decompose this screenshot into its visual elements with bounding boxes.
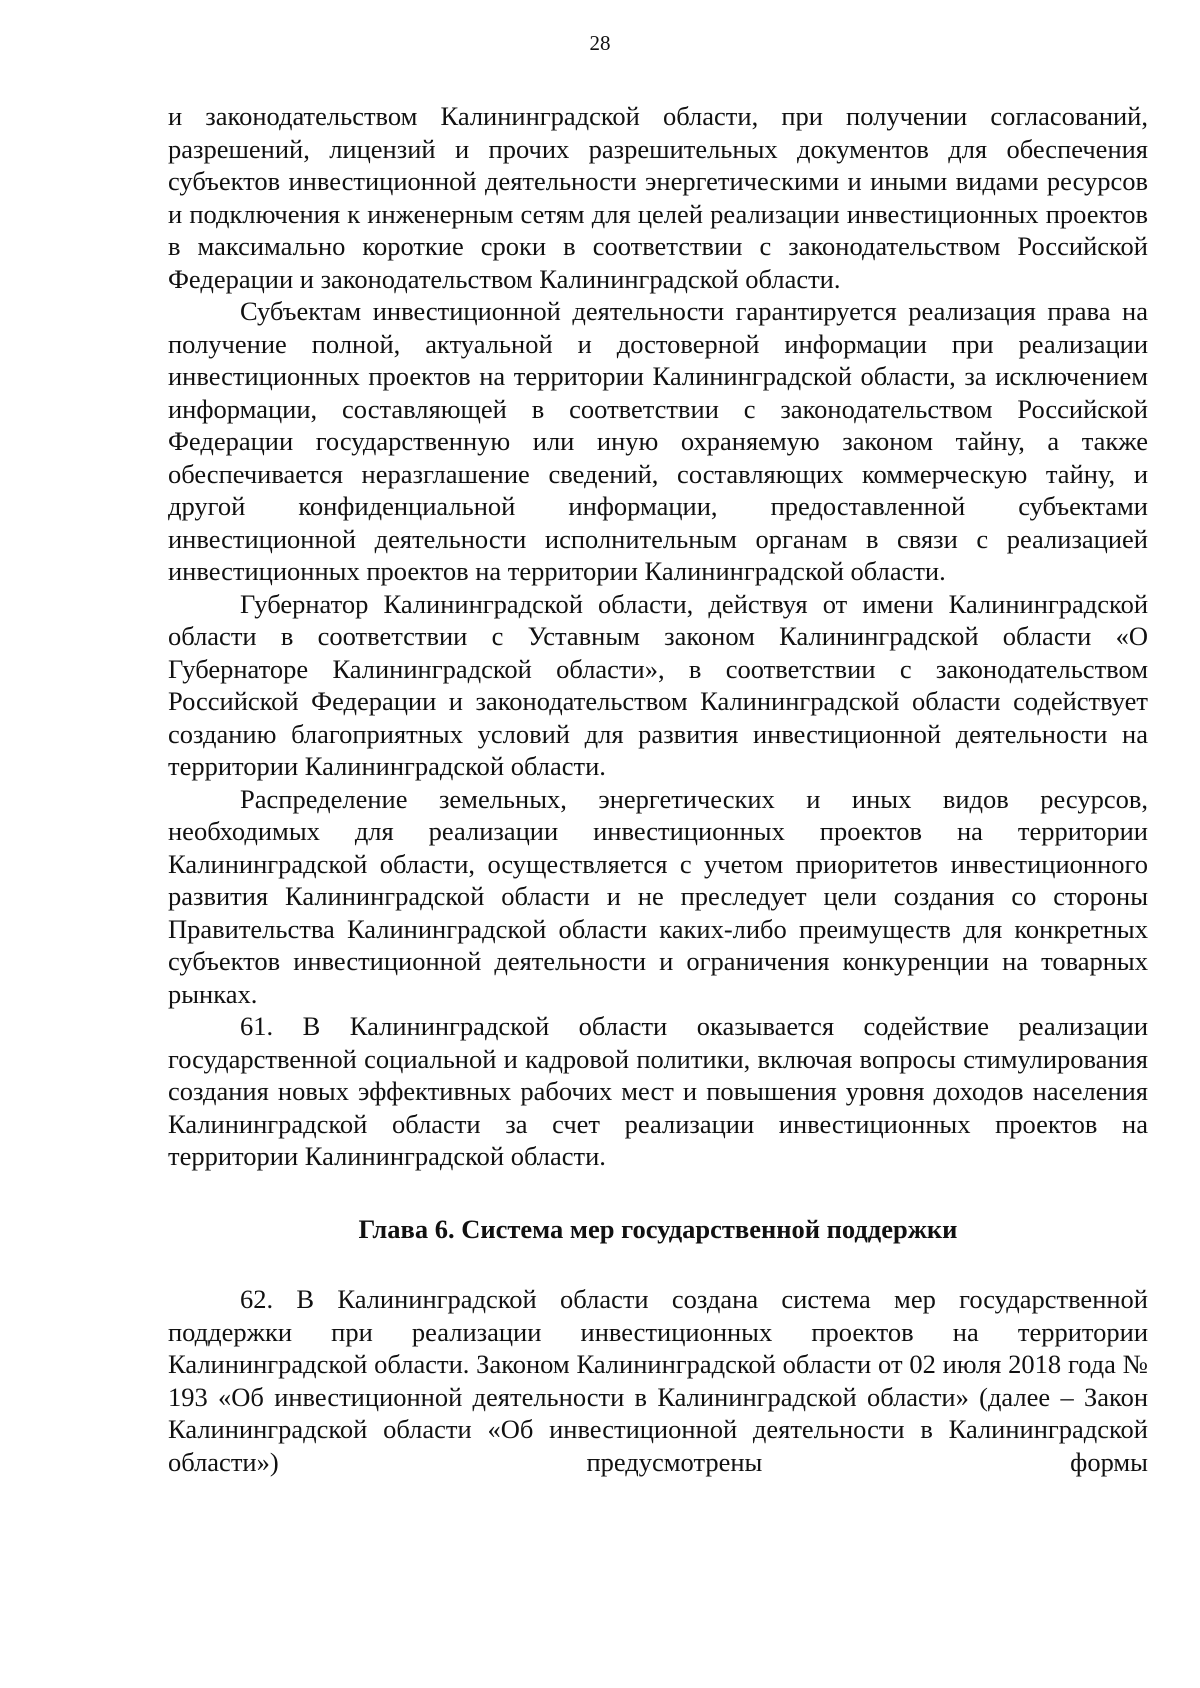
paragraph-62: 62. В Калининградской области создана система мер государственной поддержки при реализации инвестиционных проектов на территории Калининградской области. Законом Калининградской области от 02 июля 2018 года № 193 «Об инвестиционной деятельности в Калининградской области» (далее – Закон Калининградской области «Об инвестиционной деятельности в Калининградской области») предусмотрены формы <box>168 1284 1148 1477</box>
page-number: 28 <box>589 31 611 55</box>
document-body <box>168 100 1148 1478</box>
paragraph-61: 61. В Калининградской области оказывается содействие реализации государственной социальной и кадровой политики, включая вопросы стимулирования создания новых эффективных рабочих мест и повышения уровня доходов населения Калининградской области за счет реализации инвестиционных проектов на территории Калининградской области. <box>168 1011 1148 1171</box>
paragraph-continuation: и законодательством Калининградской области, при получении согласований, разрешений, лицензий и прочих разрешительных документов для обеспечения субъектов инвестиционной деятельности энергетическими и иными видами ресурсов и подключения к инженерным сетям для целей реализации инвестиционных проектов в максимально короткие сроки в соответствии с законодательством Российской Федерации и законодательством Калининградской области. <box>168 101 1148 294</box>
paragraph-investor-information-rights: Субъектам инвестиционной деятельности гарантируется реализация права на получение полной, актуальной и достоверной информации при реализации инвестиционных проектов на территории Калининградской области, за исключением информации, составляющей в соответствии с законодательством Российской Федерации государственную или иную охраняемую законом тайну, а также обеспечивается неразглашение сведений, составляющих коммерческую тайну, и другой конфиденциальной информации, предоставленной субъектами инвестиционной деятельности исполнительным органам в связи с реализацией инвестиционных проектов на территории Калининградской области. <box>168 296 1148 586</box>
chapter-heading: Глава 6. Система мер государственной поддержки <box>358 1213 958 1244</box>
paragraph-resource-distribution: Распределение земельных, энергетических и иных видов ресурсов, необходимых для реализации инвестиционных проектов на территории Калининградской области, осуществляется с учетом приоритетов инвестиционного развития Калининградской области и не преследует цели создания со стороны Правительства Калининградской области каких-либо преимуществ для конкретных субъектов инвестиционной деятельности и ограничения конкуренции на товарных рынках. <box>168 783 1148 1009</box>
paragraph-governor-support: Губернатор Калининградской области, действуя от имени Калининградской области в соответствии с Уставным законом Калининградской области «О Губернаторе Калининградской области», в соответствии с законодательством Российской Федерации и законодательством Калининградской области содействует созданию благоприятных условий для развития инвестиционной деятельности на территории Калининградской области. <box>168 588 1148 781</box>
